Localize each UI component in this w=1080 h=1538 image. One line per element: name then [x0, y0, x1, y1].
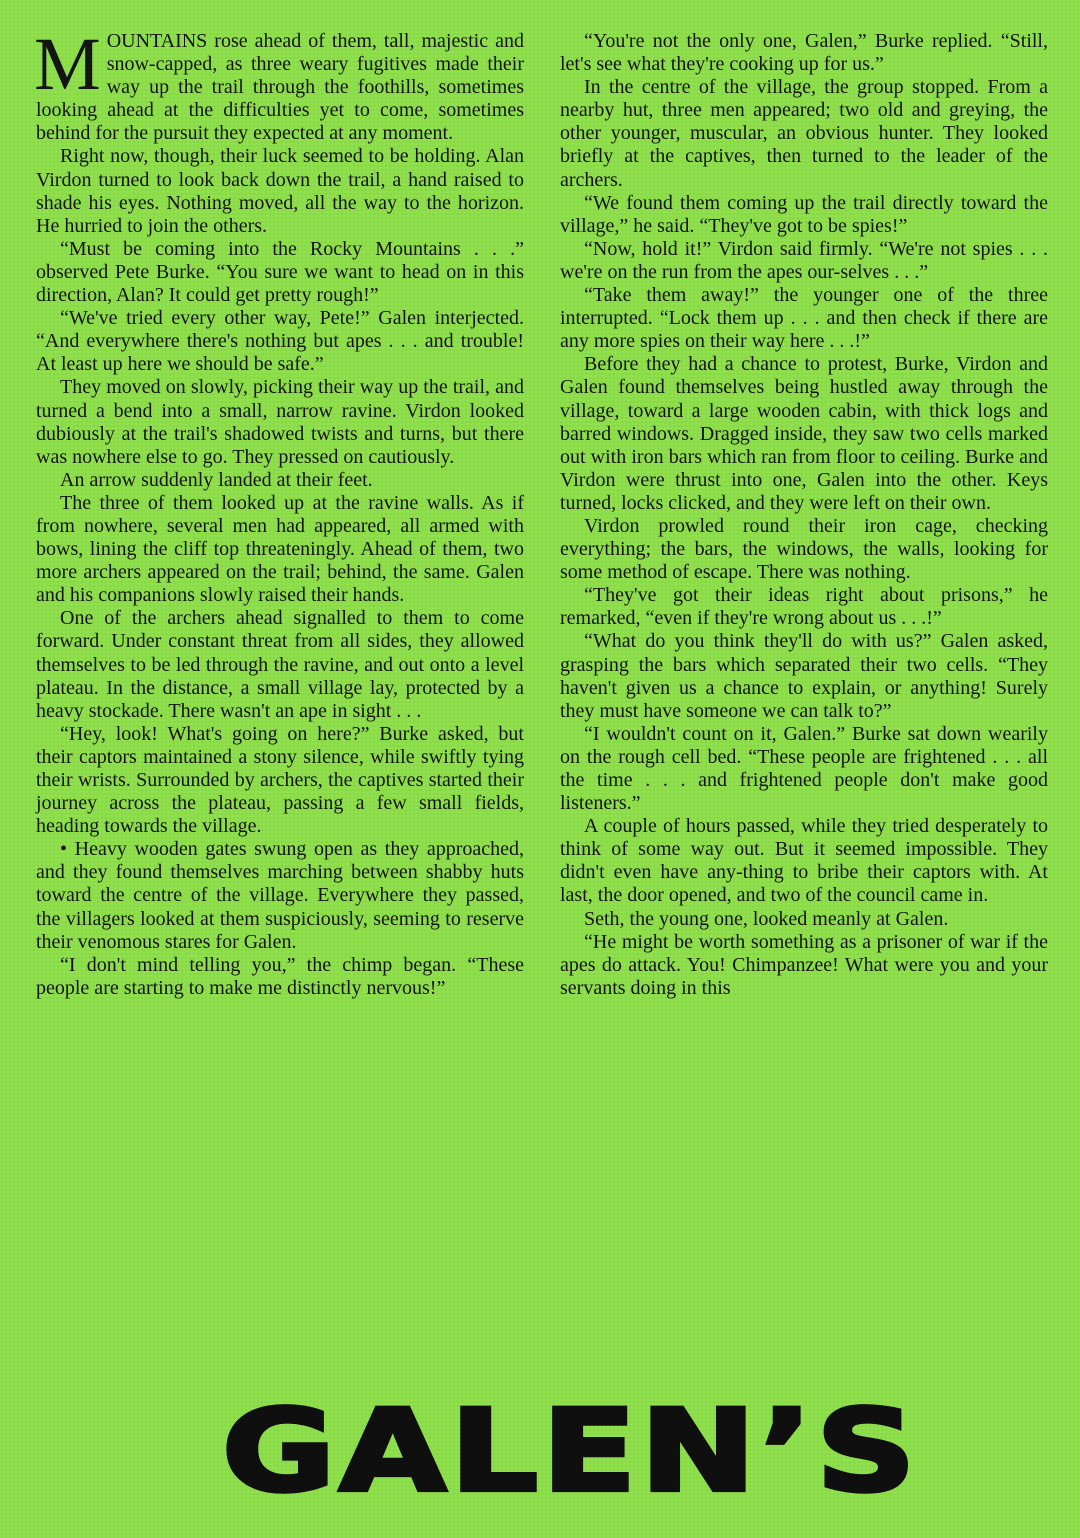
right-text-column [560, 30, 1048, 1000]
paragraph: “Hey, look! What's going on here?” Burke asked, but their captors maintained a stony silence, while swiftly tying their wrists. Surrounded by archers, the captives started their journey across the plateau, passing a few small fields, heading towards the village. [36, 722, 524, 838]
paragraph: In the centre of the village, the group stopped. From a nearby hut, three men appeared; two old and greying, the other younger, muscular, an obvious hunter. They looked briefly at the captives, then turned to the leader of the archers. [560, 76, 1048, 191]
story-title: GALEN’S [222, 1385, 920, 1518]
left-text-column [34, 23, 524, 1000]
paragraph: They moved on slowly, picking their way up the trail, and turned a bend into a small, narrow ravine. Virdon looked dubiously at the trail's shadowed twists and turns, but there was nowhere else to go. They pressed on cautiously. [36, 376, 524, 468]
paragraph: “You're not the only one, Galen,” Burke replied. “Still, let's see what they're cooking up for us.” [560, 30, 1048, 76]
paragraph: A couple of hours passed, while they tried desperately to think of some way out. But it seemed impossible. They didn't even have any-thing to bribe their captors with. At last, the door opened, and two of the council came in. [560, 815, 1048, 907]
opening-paragraph [34, 23, 524, 145]
paragraph: Seth, the young one, looked meanly at Galen. [584, 907, 949, 930]
paragraph: “Take them away!” the younger one of the three interrupted. “Lock them up . . . and then check if there are any more spies on their way here . . .!” [560, 284, 1048, 353]
paragraph: • Heavy wooden gates swung open as they approached, and they found themselves marching between shabby huts toward the centre of the village. Everywhere they passed, the villagers looked at them suspiciously, seeming to reserve their venomous stares for Galen. [36, 838, 524, 953]
paragraph: “I wouldn't count on it, Galen.” Burke sat down wearily on the rough cell bed. “These people are frightened . . . all the time . . . and frightened people don't make good listeners.” [560, 722, 1048, 815]
paragraph: “Now, hold it!” Virdon said firmly. “We're not spies . . . we're on the run from the apes our-selves . . .” [560, 237, 1048, 283]
paragraph: Before they had a chance to protest, Burke, Virdon and Galen found themselves being hustled away through the village, toward a large wooden cabin, with thick logs and barred windows. Dragged inside, they saw two cells marked out with iron bars which ran from floor to ceiling. Burke and Virdon were thrust into one, Galen into the other. Keys turned, locks clicked, and they were left on their own. [560, 353, 1048, 514]
paragraph: Right now, though, their luck seemed to be holding. Alan Virdon turned to look back down the trail, a hand raised to shade his eyes. Nothing moved, all the way to the horizon. He hurried to join the others. [36, 145, 524, 237]
opening-text: OUNTAINS rose ahead of them, tall, majestic and snow-capped, as three weary fugitives made their way up the trail through the foothills, sometimes looking ahead at the difficulties yet to come, sometimes behind for the pursuit they expected at any moment. [36, 30, 524, 145]
paragraph: “We've tried every other way, Pete!” Galen interjected. “And everywhere there's nothing but apes . . . and trouble! At least up here we should be safe.” [36, 307, 524, 376]
paragraph: “We found them coming up the trail directly toward the village,” he said. “They've got to be spies!” [560, 191, 1048, 237]
paragraph: “What do you think they'll do with us?” Galen asked, grasping the bars which separated their two cells. “They haven't given us a chance to explain, or anything! Surely they must have someone we can talk to?” [560, 630, 1048, 722]
paragraph: “They've got their ideas right about prisons,” he remarked, “even if they're wrong about us . . .!” [560, 584, 1048, 630]
drop-cap: M [34, 23, 101, 106]
paragraph: “Must be coming into the Rocky Mountains . . .” observed Pete Burke. “You sure we want to head on in this direction, Alan? It could get pretty rough!” [36, 237, 524, 307]
paragraph: One of the archers ahead signalled to them to come forward. Under constant threat from all sides, they allowed themselves to be led through the ravine, and out onto a level plateau. In the distance, a small village lay, protected by a heavy stockade. There wasn't an ape in sight . . . [36, 607, 524, 722]
paragraph: Virdon prowled round their iron cage, checking everything; the bars, the windows, the walls, looking for some method of escape. There was nothing. [560, 514, 1048, 584]
paragraph: The three of them looked up at the ravine walls. As if from nowhere, several men had appeared, all armed with bows, lining the cliff top threateningly. Ahead of them, two more archers appeared on the trail; behind, the same. Galen and his companions slowly raised their hands. [36, 491, 524, 607]
paragraph: “I don't mind telling you,” the chimp began. “These people are starting to make me distinctly nervous!” [36, 953, 524, 999]
paragraph: An arrow suddenly landed at their feet. [60, 468, 373, 491]
paragraph: “He might be worth something as a prisoner of war if the apes do attack. You! Chimpanzee! What were you and your servants doing in this [560, 930, 1048, 999]
